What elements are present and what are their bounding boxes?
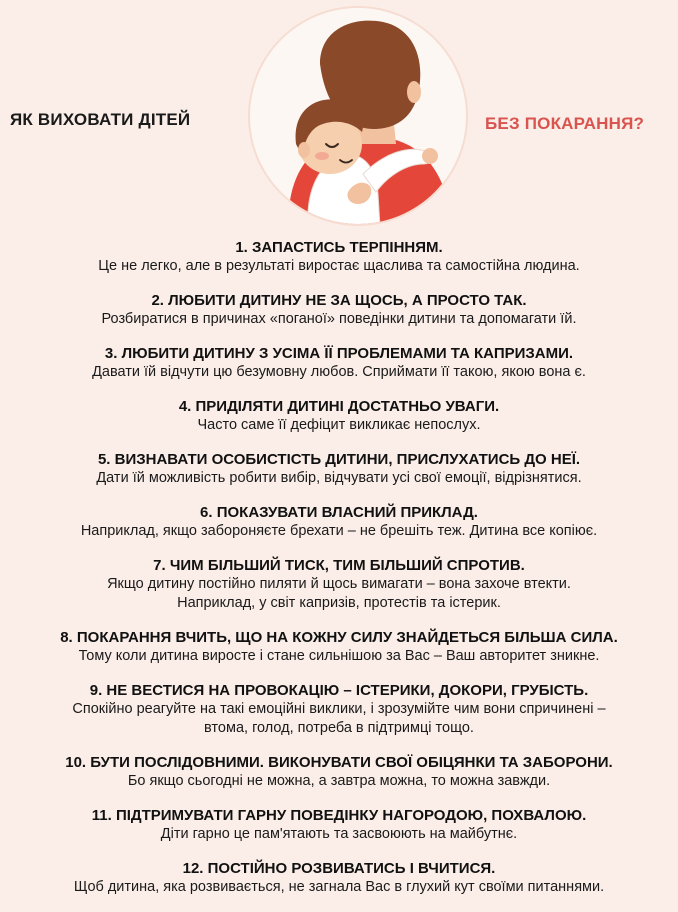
item-heading: 10. БУТИ ПОСЛІДОВНИМИ. ВИКОНУВАТИ СВОЇ ОБІЦЯНКИ ТА ЗАБОРОНИ. <box>65 754 613 771</box>
list-item <box>0 628 678 666</box>
item-description <box>0 257 678 276</box>
item-heading: 6. ПОКАЗУВАТИ ВЛАСНИЙ ПРИКЛАД. <box>200 504 478 521</box>
item-heading: 12. ПОСТІЙНО РОЗВИВАТИСЬ І ВЧИТИСЯ. <box>182 860 496 877</box>
item-description <box>0 575 678 613</box>
list-item <box>0 450 678 488</box>
list-item <box>0 806 678 844</box>
item-description <box>0 416 678 435</box>
item-line: Якщо дитину постійно пиляти й щось вимагати – вона захоче втекти. <box>107 576 571 592</box>
item-description <box>0 647 678 666</box>
item-heading: 1. ЗАПАСТИСЬ ТЕРПІННЯМ. <box>235 239 443 256</box>
list-item <box>0 859 678 897</box>
item-heading: 9. НЕ ВЕСТИСЯ НА ПРОВОКАЦІЮ – ІСТЕРИКИ, ДОКОРИ, ГРУБІСТЬ. <box>89 682 589 699</box>
item-line: Наприклад, у світ капризів, протестів та істерик. <box>177 595 501 611</box>
item-heading: 8. ПОКАРАННЯ ВЧИТЬ, ЩО НА КОЖНУ СИЛУ ЗНАЙДЕТЬСЯ БІЛЬША СИЛА. <box>60 629 618 646</box>
item-line: Давати їй відчути цю безумовну любов. Сприймати її такою, якою вона є. <box>92 364 586 380</box>
item-heading: 11. ПІДТРИМУВАТИ ГАРНУ ПОВЕДІНКУ НАГОРОДОЮ, ПОХВАЛОЮ. <box>91 807 587 824</box>
item-description <box>0 772 678 791</box>
item-line: Спокійно реагуйте на такі емоційні виклики, і зрозумійте чим вони спричинені – <box>72 701 606 717</box>
list-item <box>0 556 678 613</box>
item-heading: 7. ЧИМ БІЛЬШИЙ ТИСК, ТИМ БІЛЬШИЙ СПРОТИВ. <box>153 557 525 574</box>
item-description <box>0 700 678 738</box>
item-line: Дати їй можливість робити вибір, відчувати усі свої емоції, відрізнятися. <box>96 470 582 486</box>
item-line: Це не легко, але в результаті виростає щаслива та самостійна людина. <box>98 258 580 274</box>
title-left: ЯК ВИХОВАТИ ДІТЕЙ <box>10 110 191 129</box>
item-line: Наприклад, якщо забороняєте брехати – не брешіть теж. Дитина все копіює. <box>80 523 598 539</box>
item-line: Часто саме її дефіцит викликає непослух. <box>197 417 481 433</box>
item-line: Тому коли дитина виросте і стане сильнішою за Вас – Ваш авторитет зникне. <box>78 648 600 664</box>
list-item <box>0 753 678 791</box>
item-heading: 5. ВИЗНАВАТИ ОСОБИСТІСТЬ ДИТИНИ, ПРИСЛУХАТИСЬ ДО НЕЇ. <box>97 451 581 468</box>
item-line: Діти гарно це пам'ятають та засвоюють на майбутнє. <box>160 826 518 842</box>
item-description <box>0 878 678 897</box>
list-item <box>0 681 678 738</box>
list-item <box>0 397 678 435</box>
list-item <box>0 344 678 382</box>
item-line: втома, голод, потреба в підтримці тощо. <box>204 720 474 736</box>
item-line: Розбиратися в причинах «поганої» поведінки дитини та допомагати їй. <box>101 311 577 327</box>
hug-illustration <box>248 4 468 226</box>
item-description <box>0 363 678 382</box>
list-item <box>0 291 678 329</box>
list-item <box>0 238 678 276</box>
item-heading: 3. ЛЮБИТИ ДИТИНУ З УСІМА ЇЇ ПРОБЛЕМАМИ ТА КАПРИЗАМИ. <box>104 345 574 362</box>
item-description <box>0 825 678 844</box>
title-right: БЕЗ ПОКАРАННЯ? <box>485 114 645 133</box>
item-description <box>0 469 678 488</box>
header <box>0 0 678 236</box>
list-item <box>0 503 678 541</box>
item-heading: 2. ЛЮБИТИ ДИТИНУ НЕ ЗА ЩОСЬ, А ПРОСТО ТАК. <box>151 292 527 309</box>
tips-list <box>0 238 678 912</box>
item-line: Щоб дитина, яка розвивається, не загнала Вас в глухий кут своїми питаннями. <box>73 879 605 895</box>
item-heading: 4. ПРИДІЛЯТИ ДИТИНІ ДОСТАТНЬО УВАГИ. <box>178 398 500 415</box>
item-line: Бо якщо сьогодні не можна, а завтра можна, то можна завжди. <box>127 773 551 789</box>
item-description <box>0 522 678 541</box>
item-description <box>0 310 678 329</box>
